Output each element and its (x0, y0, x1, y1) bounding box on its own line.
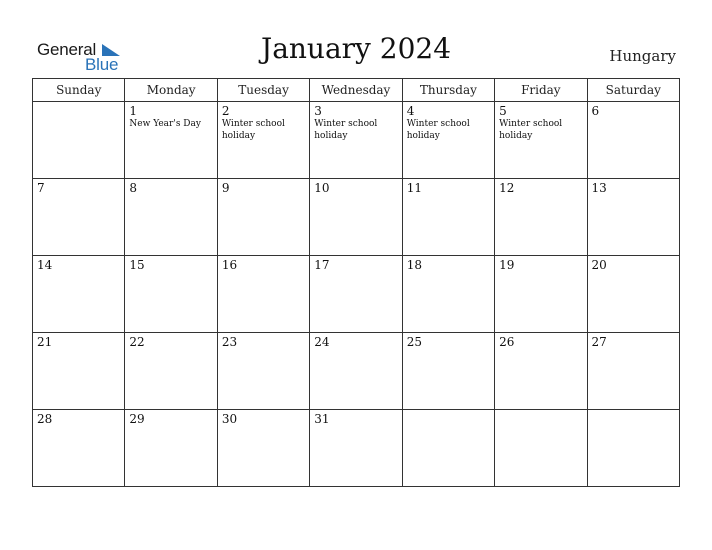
day-cell (402, 333, 494, 410)
day-cell (310, 179, 402, 256)
day-cell (33, 410, 125, 487)
day-number: 7 (37, 181, 45, 195)
weekday-header: Thursday (402, 79, 494, 102)
day-cell (310, 333, 402, 410)
week-row (33, 333, 680, 410)
day-number: 2 (221, 104, 230, 118)
day-cell (587, 410, 679, 487)
holiday-label: Winter school holiday (221, 119, 285, 141)
day-number: 25 (406, 335, 422, 349)
day-number: 18 (406, 258, 422, 272)
day-cell (310, 410, 402, 487)
day-cell (33, 256, 125, 333)
day-cell (310, 102, 402, 179)
weekday-header: Friday (495, 79, 587, 102)
day-cell (125, 256, 217, 333)
day-number: 23 (221, 335, 238, 349)
week-row (33, 410, 680, 487)
week-row (33, 256, 680, 333)
day-cell (217, 333, 309, 410)
day-number: 17 (314, 258, 330, 272)
day-number: 28 (37, 412, 53, 426)
day-cell (33, 102, 125, 179)
logo-text-general: General (37, 40, 97, 59)
week-row (33, 179, 680, 256)
day-cell (402, 410, 494, 487)
logo-text-blue: Blue (85, 55, 119, 74)
day-cell (125, 179, 217, 256)
weekday-header: Tuesday (217, 79, 309, 102)
day-cell (217, 102, 309, 179)
day-number: 3 (314, 104, 322, 118)
holiday-label: New Year's Day (129, 119, 201, 129)
weekday-header: Monday (125, 79, 217, 102)
day-cell (217, 256, 309, 333)
day-number: 22 (129, 335, 145, 349)
day-cell (402, 256, 494, 333)
holiday-label: Winter school holiday (406, 119, 470, 141)
day-number: 12 (499, 181, 515, 195)
day-number: 15 (129, 258, 145, 272)
day-number: 20 (591, 258, 607, 272)
holiday-label: Winter school holiday (499, 119, 563, 141)
day-cell (125, 333, 217, 410)
day-cell (495, 333, 587, 410)
day-cell (125, 102, 217, 179)
day-cell (402, 102, 494, 179)
country-label: Hungary (609, 47, 676, 65)
day-number: 1 (129, 104, 138, 118)
day-number: 24 (314, 335, 330, 349)
day-cell (125, 410, 217, 487)
day-number: 27 (591, 335, 607, 349)
day-cell (33, 179, 125, 256)
day-cell (402, 179, 494, 256)
day-number: 4 (406, 104, 415, 118)
day-cell (33, 333, 125, 410)
day-number: 19 (499, 258, 515, 272)
day-number: 5 (499, 104, 507, 118)
day-number: 11 (406, 181, 422, 195)
weekday-header: Saturday (587, 79, 679, 102)
page-title: January 2024 (260, 32, 452, 65)
day-cell (217, 179, 309, 256)
day-number: 29 (129, 412, 145, 426)
weekday-header: Wednesday (310, 79, 402, 102)
day-number: 9 (221, 181, 230, 195)
day-cell (495, 102, 587, 179)
day-cell (495, 410, 587, 487)
day-number: 31 (314, 412, 330, 426)
week-row (33, 102, 680, 179)
day-cell (495, 179, 587, 256)
day-number: 6 (591, 104, 600, 118)
day-number: 21 (37, 335, 53, 349)
day-cell (587, 102, 679, 179)
day-cell (587, 179, 679, 256)
day-number: 14 (37, 258, 53, 272)
weekday-header: Sunday (33, 79, 125, 102)
day-cell (587, 333, 679, 410)
weekday-header-row (33, 79, 680, 102)
day-number: 8 (129, 181, 138, 195)
day-cell (495, 256, 587, 333)
holiday-label: Winter school holiday (314, 119, 378, 141)
day-number: 26 (499, 335, 515, 349)
day-cell (310, 256, 402, 333)
day-number: 16 (221, 258, 238, 272)
day-cell (217, 410, 309, 487)
calendar-grid (32, 78, 680, 487)
day-cell (587, 256, 679, 333)
day-number: 10 (314, 181, 330, 195)
day-number: 30 (221, 412, 238, 426)
day-number: 13 (591, 181, 607, 195)
